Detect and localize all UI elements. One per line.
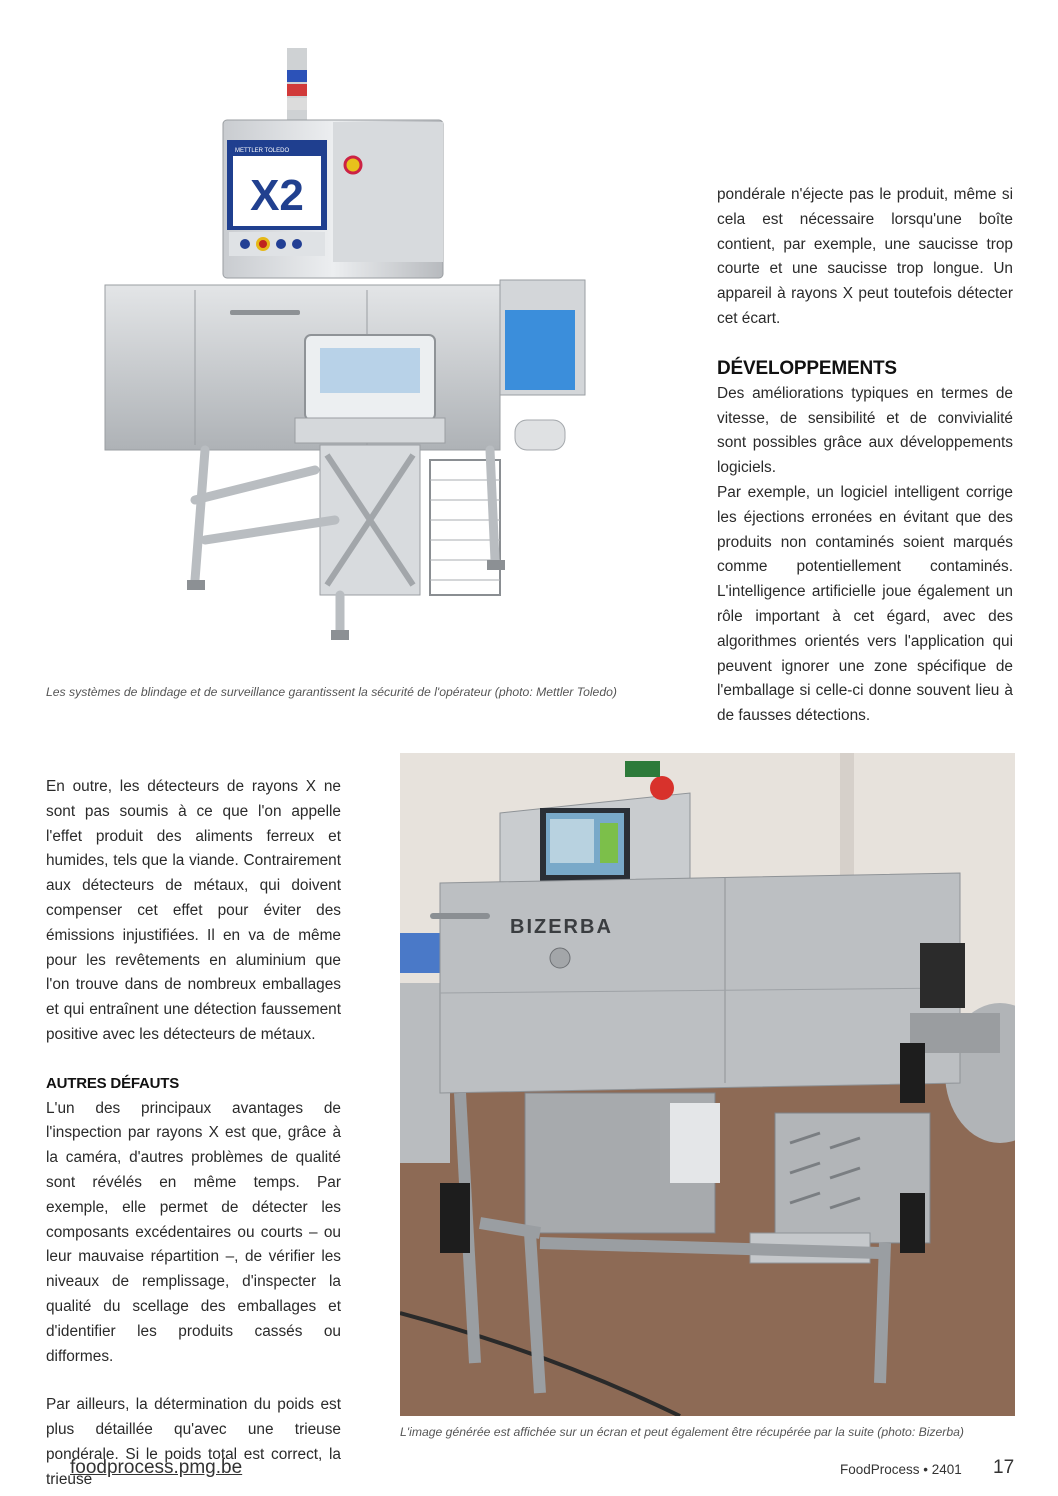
footer-page-number: 17 [993, 1457, 1015, 1478]
photo-bizerba-machine [400, 753, 1015, 1416]
paragraph-poids: Par ailleurs, la détermination du poids est plus détaillée qu'avec une trieuse pondérale. Si le poids total est correct, la trieuse [46, 1396, 341, 1488]
photo-caption-top: Les systèmes de blindage et de surveillance garantissent la sécurité de l'opérateur (photo: Mettler Toledo) [46, 685, 617, 699]
article-column-left-bottom [46, 775, 341, 1493]
paragraph-autres-defauts: L'un des principaux avantages de l'inspection par rayons X est que, grâce à la caméra, d'autres problèmes de qualité sont révélés en même temps. Par exemple, elle permet de détecter les composants excédentaires ou courts – ou leur mauvaise répartition –, de vérifier les niveaux de remplissage, d'inspecter la qualité du scellage des emballages et d'identifier les produits cassés ou difformes. [46, 1099, 341, 1365]
footer-website-link[interactable]: foodprocess.pmg.be [70, 1457, 243, 1478]
bizerba-inspection-machine-illustration [400, 753, 1015, 1416]
bizerba-brand-text: BIZERBA [510, 916, 613, 938]
article-column-right-top [717, 183, 1013, 729]
footer-publication-issue: FoodProcess • 2401 [840, 1462, 962, 1477]
screen-x2-text: X2 [250, 171, 304, 220]
paragraph-continuation: pondérale n'éjecte pas le produit, même si cela est nécessaire lorsqu'une boîte contient, par exemple, une saucisse trop courte et une saucisse trop longue. Un appareil à rayons X peut toutefois détecter cet écart. [717, 186, 1013, 327]
section-heading-developpements: DÉVELOPPEMENTS [717, 357, 897, 379]
x-ray-machine-illustration [95, 40, 625, 680]
paragraph-developpements-2: Par exemple, un logiciel intelligent corrige les éjections erronées en évitant que des produits non contaminés soient marqués comme potentiellement contaminés. L'intelligence artificielle joue également un rôle important à cet égard, avec des algorithmes orientés vers l'application qui peuvent ignorer une zone spécifique de l'emballage si celle-ci donne souvent lieu à de fausses détections. [717, 483, 1013, 725]
section-heading-autres-defauts: AUTRES DÉFAUTS [46, 1074, 180, 1092]
photo-mettler-toledo-x2 [95, 40, 625, 680]
screen-brand-text: METTLER TOLEDO [235, 148, 290, 154]
paragraph-rayons-x: En outre, les détecteurs de rayons X ne sont pas soumis à ce que l'on appelle l'effet produit des aliments ferreux et humides, tels que la viande. Contrairement aux détecteurs de métaux, qui doivent compenser cet effet pour éviter des émissions injustifiées. Il en va de même pour les revêtements en aluminium que l'on trouve dans de nombreux emballages et qui entraînent une détection faussement positive avec les détecteurs de métaux. [46, 778, 341, 1043]
photo-caption-bottom: L'image générée est affichée sur un écran et peut également être récupérée par la suite (photo: Bizerba) [400, 1425, 964, 1439]
paragraph-developpements-1: Des améliorations typiques en termes de vitesse, de sensibilité et de convivialité sont possibles grâce aux développements logiciels. [717, 384, 1013, 477]
